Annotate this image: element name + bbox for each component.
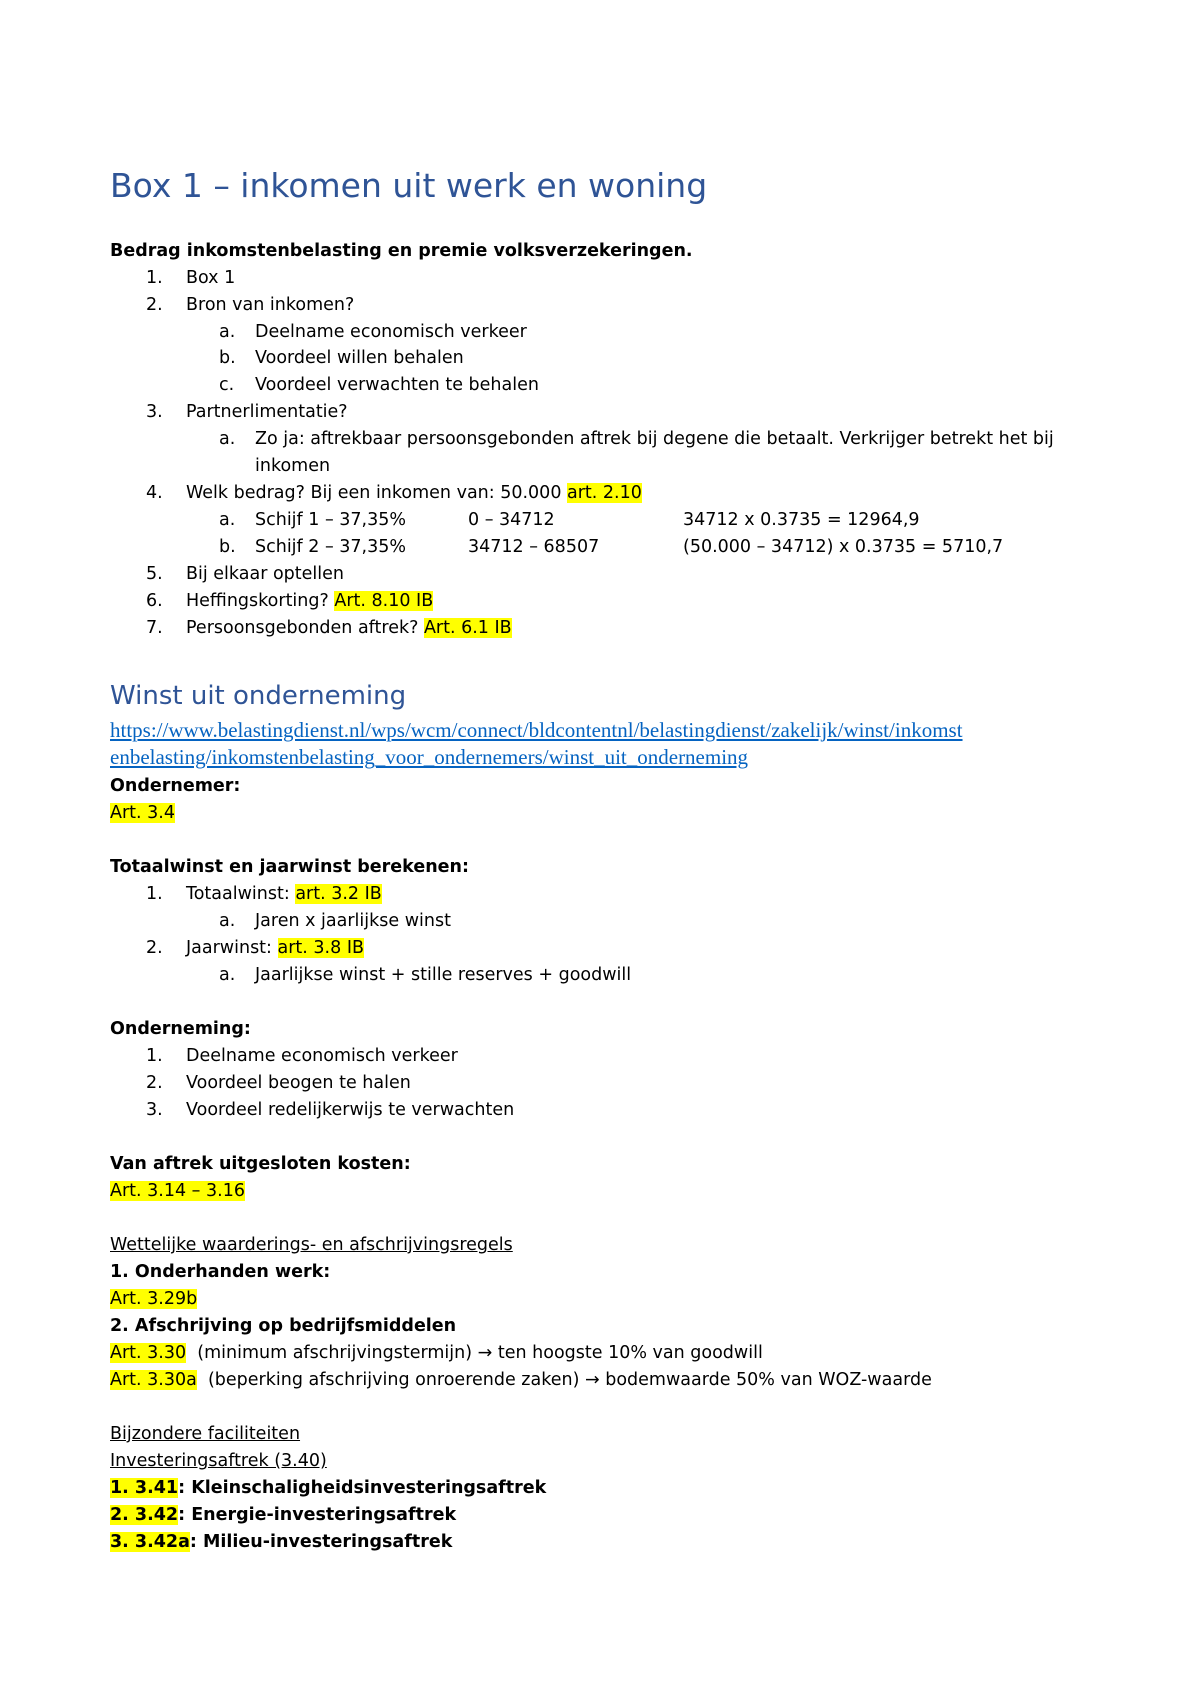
list-item: 6. Heffingskorting? Art. 8.10 IB [146,591,434,611]
list-item: a. Zo ja: aftrekbaar persoonsgebonden aftrek bij degene die betaalt. Verkrijger betrekt het bij [219,429,1054,449]
article-ref: art. 2.10 [567,483,642,503]
arrow-right-icon: → [584,1370,600,1390]
list-item: a. Jaren x jaarlijkse winst [219,911,451,931]
bijzondere-faciliteiten-heading: Bijzondere faciliteiten [110,1424,301,1444]
investering-item: 1. 3.41: Kleinschaligheidsinvesteringsaftrek [110,1478,547,1498]
uitgesloten-kosten-ref: Art. 3.14 – 3.16 [110,1181,245,1201]
box1-intro: Bedrag inkomstenbelasting en premie volksverzekeringen. [110,241,693,261]
list-item: 2. Voordeel beogen te halen [146,1073,411,1093]
afschrijving-label: 2. Afschrijving op bedrijfsmiddelen [110,1316,457,1336]
investeringsaftrek-heading: Investeringsaftrek (3.40) [110,1451,327,1471]
list-item: 1. Totaalwinst: art. 3.2 IB [146,884,382,904]
list-item: 3. Partnerlimentatie? [146,402,348,422]
heading-box1: Box 1 – inkomen uit werk en woning [110,166,708,205]
article-ref: art. 3.2 IB [295,884,382,904]
list-item: 4. Welk bedrag? Bij een inkomen van: 50.000 art. 2.10 [146,483,642,503]
onderneming-label: Onderneming: [110,1019,251,1039]
investering-item: 2. 3.42: Energie-investeringsaftrek [110,1505,457,1525]
list-item: 2. Bron van inkomen? [146,295,355,315]
list-item: 5. Bij elkaar optellen [146,564,344,584]
ondernemer-label: Ondernemer: [110,776,241,796]
belastingdienst-link-continued[interactable]: enbelasting/inkomstenbelasting_voor_ondernemers/winst_uit_onderneming [110,745,749,769]
article-ref: art. 3.8 IB [277,938,364,958]
list-item: 3. Voordeel redelijkerwijs te verwachten [146,1100,515,1120]
ondernemer-ref: Art. 3.4 [110,803,175,823]
afschrijving-line: Art. 3.30a (beperking afschrijving onroerende zaken) → bodemwaarde 50% van WOZ-waarde [110,1370,932,1390]
list-item-continuation: inkomen [255,456,331,476]
list-item: a. Deelname economisch verkeer [219,322,527,342]
investering-item: 3. 3.42a: Milieu-investeringsaftrek [110,1532,453,1552]
article-ref: Art. 3.30 [110,1343,187,1363]
list-item: b. Voordeel willen behalen [219,348,464,368]
list-item: 7. Persoonsgebonden aftrek? Art. 6.1 IB [146,618,512,638]
waardering-heading: Wettelijke waarderings- en afschrijvingsregels [110,1235,513,1255]
list-item: c. Voordeel verwachten te behalen [219,375,539,395]
list-item: 2. Jaarwinst: art. 3.8 IB [146,938,364,958]
arrow-right-icon: → [477,1343,493,1363]
article-ref: Art. 6.1 IB [423,618,512,638]
document-page: Box 1 – inkomen uit werk en woning Bedrag inkomstenbelasting en premie volksverzekeringen. 1. Box 1 2. Bron van inkomen? a. Deelname economisch verkeer b. Voordeel willen behalen c. Voordeel verwachten te behalen 3. Partnerlimentatie? a. Zo ja: aftrekbaar persoonsgebonden aftrek bij degene die betaalt. Verkrijger betrekt het bij inkomen 4. Welk bedrag? Bij een inkomen van: 50.000 art. 2.10 a. Schijf 1 – 37,35% 0 – 34712 34712 x 0.3735 = 12964,9 b. Schijf 2 – 37,35% 34712 – 68507 (50.000 – 34712) x 0.3735 = 5710,7 5. Bij elkaar optellen 6. Heffingskorting? Art. 8.10 IB 7. Persoonsgebonden aftrek? Art. 6.1 IB Winst uit onderneming https://www.belastingdienst.nl/wps/wcm/connect/bldcontentnl/belastingdienst/zakelijk/winst/inkomst enbelasting/inkomstenbelasting_voor_ondernemers/winst_uit_onderneming Ondernemer: Art. 3.4 Totaalwinst en jaarwinst berekenen: 1. Totaalwinst: art. 3.2 IB a. Jaren x jaarlijkse winst 2. Jaarwinst: art. 3.8 IB a. Jaarlijkse winst + stille reserves + goodwill Onderneming: 1. Deelname economisch verkeer 2. Voordeel beogen te halen 3. Voordeel redelijkerwijs te verwachten Van aftrek uitgesloten kosten: Art. 3.14 – 3.16 Wettelijke waarderings- en afschrijvingsregels 1. Onderhanden werk: Art. 3.29b 2. Afschrijving op bedrijfsmiddelen Art. 3.30 (minimum afschrijvingstermijn) → ten hoogste 10% van goodwill Art. 3.30a (beperking afschrijving onroerende zaken) → bodemwaarde 50% van WOZ-waarde Bijzondere faciliteiten Investeringsaftrek (3.40) 1. 3.41: Kleinschaligheidsinvesteringsaftrek 2. 3.42: Energie-investeringsaftrek 3. 3.42a: Milieu-investeringsaftrek [0,0,1200,1698]
article-ref: Art. 8.10 IB [334,591,434,611]
belastingdienst-link[interactable]: https://www.belastingdienst.nl/wps/wcm/connect/bldcontentnl/belastingdienst/zakelijk/winst/inkomst [110,718,963,742]
list-item: 1. Box 1 [146,268,236,288]
uitgesloten-kosten-label: Van aftrek uitgesloten kosten: [110,1154,411,1174]
onderhanden-werk-ref: Art. 3.29b [110,1289,198,1309]
list-item: 1. Deelname economisch verkeer [146,1046,458,1066]
article-ref: Art. 3.30a [110,1370,197,1390]
heading-winst: Winst uit onderneming [110,681,407,711]
afschrijving-line: Art. 3.30 (minimum afschrijvingstermijn) → ten hoogste 10% van goodwill [110,1343,763,1363]
list-item: a. Jaarlijkse winst + stille reserves + goodwill [219,965,632,985]
onderhanden-werk-label: 1. Onderhanden werk: [110,1262,331,1282]
totaalwinst-label: Totaalwinst en jaarwinst berekenen: [110,857,469,877]
